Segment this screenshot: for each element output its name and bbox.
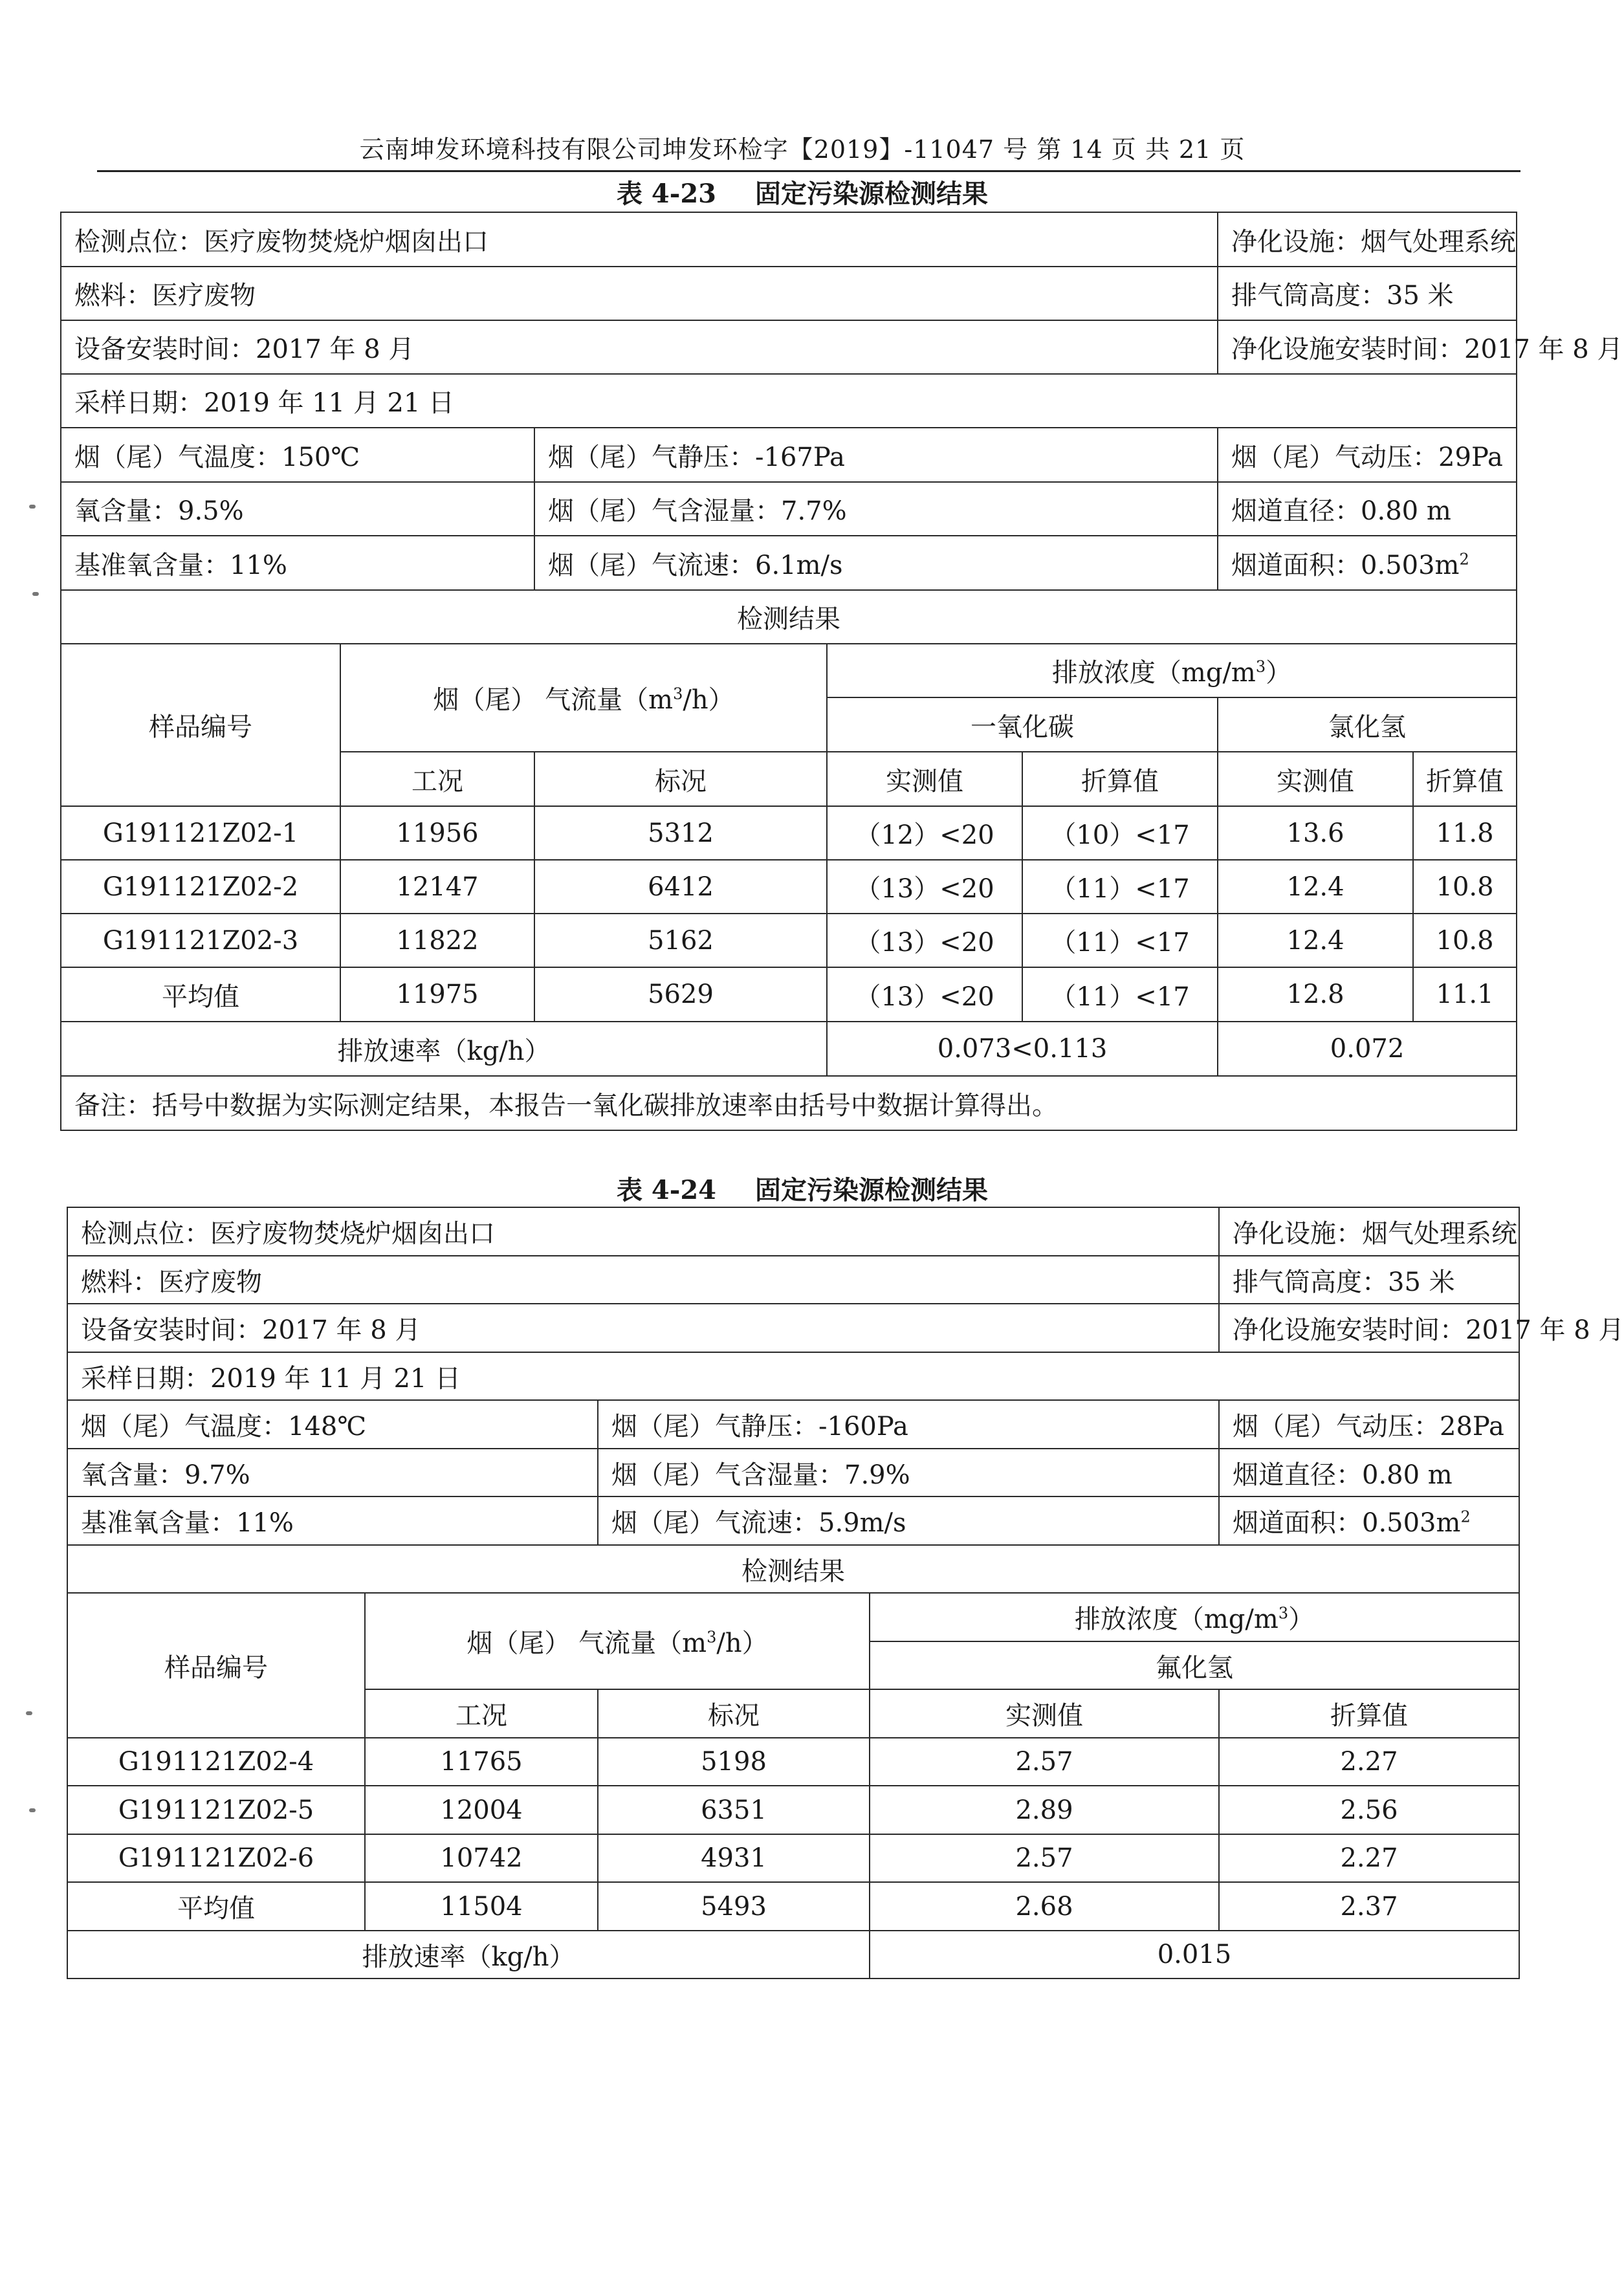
table-row [61, 860, 1517, 914]
table2-info-area-text: 烟道面积：0.503m [1233, 1508, 1461, 1538]
table2-info-sample-date: 采样日期：2019 年 11 月 21 日 [67, 1352, 1519, 1400]
table2-info-velocity: 烟（尾）气流速：5.9m/s [598, 1496, 1219, 1545]
table1-cell: 12147 [340, 860, 534, 914]
table2-cell: 2.89 [870, 1786, 1219, 1834]
table2-header-flow-b: /h） [716, 1628, 768, 1658]
table2-cell: 6351 [598, 1786, 870, 1834]
table1-header-work: 工况 [340, 752, 534, 806]
table1-header-co-converted: 折算值 [1022, 752, 1218, 806]
table2-header-work: 工况 [365, 1689, 598, 1738]
table2-cell: 2.27 [1219, 1738, 1519, 1786]
table1-cell: （13）<20 [827, 967, 1022, 1022]
table2-header-conc-a: 排放浓度（mg/m [1074, 1605, 1278, 1634]
table1-info-oxygen: 氧含量：9.5% [61, 482, 534, 536]
table1-header-co-measured: 实测值 [827, 752, 1022, 806]
table-row [61, 806, 1517, 860]
table-row [67, 1738, 1519, 1786]
table2-cell: 2.27 [1219, 1834, 1519, 1882]
scan-speck [26, 1711, 32, 1715]
table2-info-oxygen: 氧含量：9.7% [67, 1449, 598, 1496]
table1-info-area [1218, 536, 1517, 590]
table1-header-hcl: 氯化氢 [1218, 697, 1517, 752]
table2-info-fuel: 燃料：医疗废物 [67, 1256, 1219, 1304]
table1-info-dynamic-pressure: 烟（尾）气动压：29Pa [1218, 428, 1517, 482]
table1-cell: 10.8 [1413, 860, 1517, 914]
table2-cell: 4931 [598, 1834, 870, 1882]
table1-results-title: 检测结果 [61, 590, 1517, 644]
table1-header-conc-b: ） [1266, 658, 1292, 688]
table1-info-purifier-time: 净化设施安装时间：2017 年 8 月 [1218, 320, 1517, 374]
table1-header-co: 一氧化碳 [827, 697, 1218, 752]
table1-cell: 6412 [534, 860, 827, 914]
table1-info-purifier: 净化设施：烟气处理系统 [1218, 212, 1517, 267]
table1-cell: （11）<17 [1022, 967, 1218, 1022]
table1-header-flow-sup: 3 [673, 685, 683, 703]
table2-header-conc-b: ） [1288, 1605, 1315, 1634]
table2-cell: 2.37 [1219, 1882, 1519, 1931]
table2-caption [0, 1170, 1605, 1207]
table1-cell: （13）<20 [827, 860, 1022, 914]
table1-rate-co: 0.073<0.113 [827, 1022, 1218, 1076]
table2-results-title: 检测结果 [67, 1545, 1519, 1593]
table1-cell: 10.8 [1413, 914, 1517, 967]
table1-caption [0, 173, 1605, 210]
table2-cell: 2.68 [870, 1882, 1219, 1931]
table2-info-area-sup: 2 [1460, 1507, 1471, 1526]
table2-cell: G191121Z02-4 [67, 1738, 365, 1786]
table1-header-sample: 样品编号 [61, 644, 340, 806]
table2-info-diameter: 烟道直径：0.80 m [1219, 1449, 1519, 1496]
table1-info-velocity: 烟（尾）气流速：6.1m/s [534, 536, 1218, 590]
page-header: 云南坤发环境科技有限公司坤发环检字【2019】-11047 号 第 14 页 共 21 页 [359, 135, 1245, 164]
table1-cell: （11）<17 [1022, 860, 1218, 914]
table1-rate-label: 排放速率（kg/h） [61, 1022, 827, 1076]
table2-caption-title: 固定污染源检测结果 [755, 1175, 989, 1205]
table2-cell: 11504 [365, 1882, 598, 1931]
table2-rate-hf: 0.015 [870, 1931, 1519, 1979]
table2-info-equip-time: 设备安装时间：2017 年 8 月 [67, 1304, 1219, 1352]
table-row [61, 967, 1517, 1022]
table-row [61, 914, 1517, 967]
table1-cell: 5629 [534, 967, 827, 1022]
table2-info-temp: 烟（尾）气温度：148℃ [67, 1400, 598, 1449]
table2-header-conc [870, 1593, 1519, 1641]
table1-info-equip-time: 设备安装时间：2017 年 8 月 [61, 320, 1218, 374]
table1-cell: G191121Z02-1 [61, 806, 340, 860]
table2-header-std: 标况 [598, 1689, 870, 1738]
table2-cell: G191121Z02-5 [67, 1786, 365, 1834]
table2-header-flow-sup: 3 [707, 1628, 717, 1647]
table2-cell: 2.56 [1219, 1786, 1519, 1834]
table2 [67, 1207, 1624, 1979]
table1-cell: 13.6 [1218, 806, 1413, 860]
table1-cell: 5162 [534, 914, 827, 967]
table1-header-hcl-measured: 实测值 [1218, 752, 1413, 806]
table1-info-sample-date: 采样日期：2019 年 11 月 21 日 [61, 374, 1517, 428]
table1-header-std: 标况 [534, 752, 827, 806]
table2-cell: 10742 [365, 1834, 598, 1882]
scan-speck [29, 505, 36, 509]
table1-header-conc-a: 排放浓度（mg/m [1051, 658, 1256, 688]
table1-header-flow-a: 烟（尾） 气流量（m [433, 685, 674, 715]
table2-cell: 5198 [598, 1738, 870, 1786]
table1-cell: 12.4 [1218, 914, 1413, 967]
table1-cell: （13）<20 [827, 914, 1022, 967]
table2-header-conc-sup: 3 [1278, 1604, 1289, 1623]
table1-info-stack-height: 排气筒高度：35 米 [1218, 267, 1517, 320]
table1-cell: 11975 [340, 967, 534, 1022]
table2-header-converted: 折算值 [1219, 1689, 1519, 1738]
table2-info-point: 检测点位：医疗废物焚烧炉烟囱出口 [67, 1207, 1219, 1256]
table1-info-area-text: 烟道面积：0.503m [1231, 550, 1460, 580]
table-row [67, 1834, 1519, 1882]
table1-info-static-pressure: 烟（尾）气静压：-167Pa [534, 428, 1218, 482]
table1-cell: 11.1 [1413, 967, 1517, 1022]
table1-info-point: 检测点位：医疗废物焚烧炉烟囱出口 [61, 212, 1218, 267]
table2-cell: 11765 [365, 1738, 598, 1786]
table2-header-flow-a: 烟（尾） 气流量（m [466, 1628, 707, 1658]
table1-note: 备注：括号中数据为实际测定结果，本报告一氧化碳排放速率由括号中数据计算得出。 [61, 1076, 1517, 1130]
table1-info-fuel: 燃料：医疗废物 [61, 267, 1218, 320]
table2-header-measured: 实测值 [870, 1689, 1219, 1738]
table2-info-area [1219, 1496, 1519, 1545]
table1-cell: 11.8 [1413, 806, 1517, 860]
table1-info-moisture: 烟（尾）气含湿量：7.7% [534, 482, 1218, 536]
table1-cell: 12.8 [1218, 967, 1413, 1022]
table2-info-moisture: 烟（尾）气含湿量：7.9% [598, 1449, 1219, 1496]
table1-cell: G191121Z02-3 [61, 914, 340, 967]
scan-speck [29, 1808, 36, 1812]
table2-cell: 12004 [365, 1786, 598, 1834]
table2-header-hf: 氟化氢 [870, 1641, 1519, 1689]
table2-info-purifier-time: 净化设施安装时间：2017 年 8 月 [1219, 1304, 1519, 1352]
table1 [60, 212, 1623, 1131]
table2-header-sample: 样品编号 [67, 1593, 365, 1738]
table1-cell: （11）<17 [1022, 914, 1218, 967]
table2-cell: 平均值 [67, 1882, 365, 1931]
table2-info-stack-height: 排气筒高度：35 米 [1219, 1256, 1519, 1304]
table1-cell: 12.4 [1218, 860, 1413, 914]
table-row [67, 1882, 1519, 1931]
table1-info-ref-oxygen: 基准氧含量：11% [61, 536, 534, 590]
table1-cell: 平均值 [61, 967, 340, 1022]
table1-header-conc-sup: 3 [1255, 657, 1266, 676]
table2-cell: G191121Z02-6 [67, 1834, 365, 1882]
table1-cell: 11956 [340, 806, 534, 860]
table-row [67, 1786, 1519, 1834]
table1-info-area-sup: 2 [1459, 550, 1469, 569]
table2-header-flow [365, 1593, 870, 1689]
table2-info-dynamic-pressure: 烟（尾）气动压：28Pa [1219, 1400, 1519, 1449]
table1-header-conc [827, 644, 1517, 697]
table2-rate-label: 排放速率（kg/h） [67, 1931, 870, 1979]
table1-cell: （10）<17 [1022, 806, 1218, 860]
header-rule [97, 170, 1520, 172]
table1-cell: G191121Z02-2 [61, 860, 340, 914]
table1-caption-title: 固定污染源检测结果 [755, 179, 989, 209]
table2-cell: 2.57 [870, 1738, 1219, 1786]
table2-cell: 2.57 [870, 1834, 1219, 1882]
table2-caption-number: 表 4-24 [616, 1175, 717, 1205]
table1-cell: （12）<20 [827, 806, 1022, 860]
table1-info-diameter: 烟道直径：0.80 m [1218, 482, 1517, 536]
table1-header-hcl-converted: 折算值 [1413, 752, 1517, 806]
table1-caption-number: 表 4-23 [616, 179, 717, 209]
table1-info-temp: 烟（尾）气温度：150℃ [61, 428, 534, 482]
table2-info-ref-oxygen: 基准氧含量：11% [67, 1496, 598, 1545]
scan-speck [32, 592, 39, 596]
table1-header-flow-b: /h） [683, 685, 734, 715]
table1-cell: 5312 [534, 806, 827, 860]
table1-cell: 11822 [340, 914, 534, 967]
table1-rate-hcl: 0.072 [1218, 1022, 1517, 1076]
table2-info-purifier: 净化设施：烟气处理系统 [1219, 1207, 1519, 1256]
table2-info-static-pressure: 烟（尾）气静压：-160Pa [598, 1400, 1219, 1449]
table2-cell: 5493 [598, 1882, 870, 1931]
table1-header-flow [340, 644, 827, 752]
